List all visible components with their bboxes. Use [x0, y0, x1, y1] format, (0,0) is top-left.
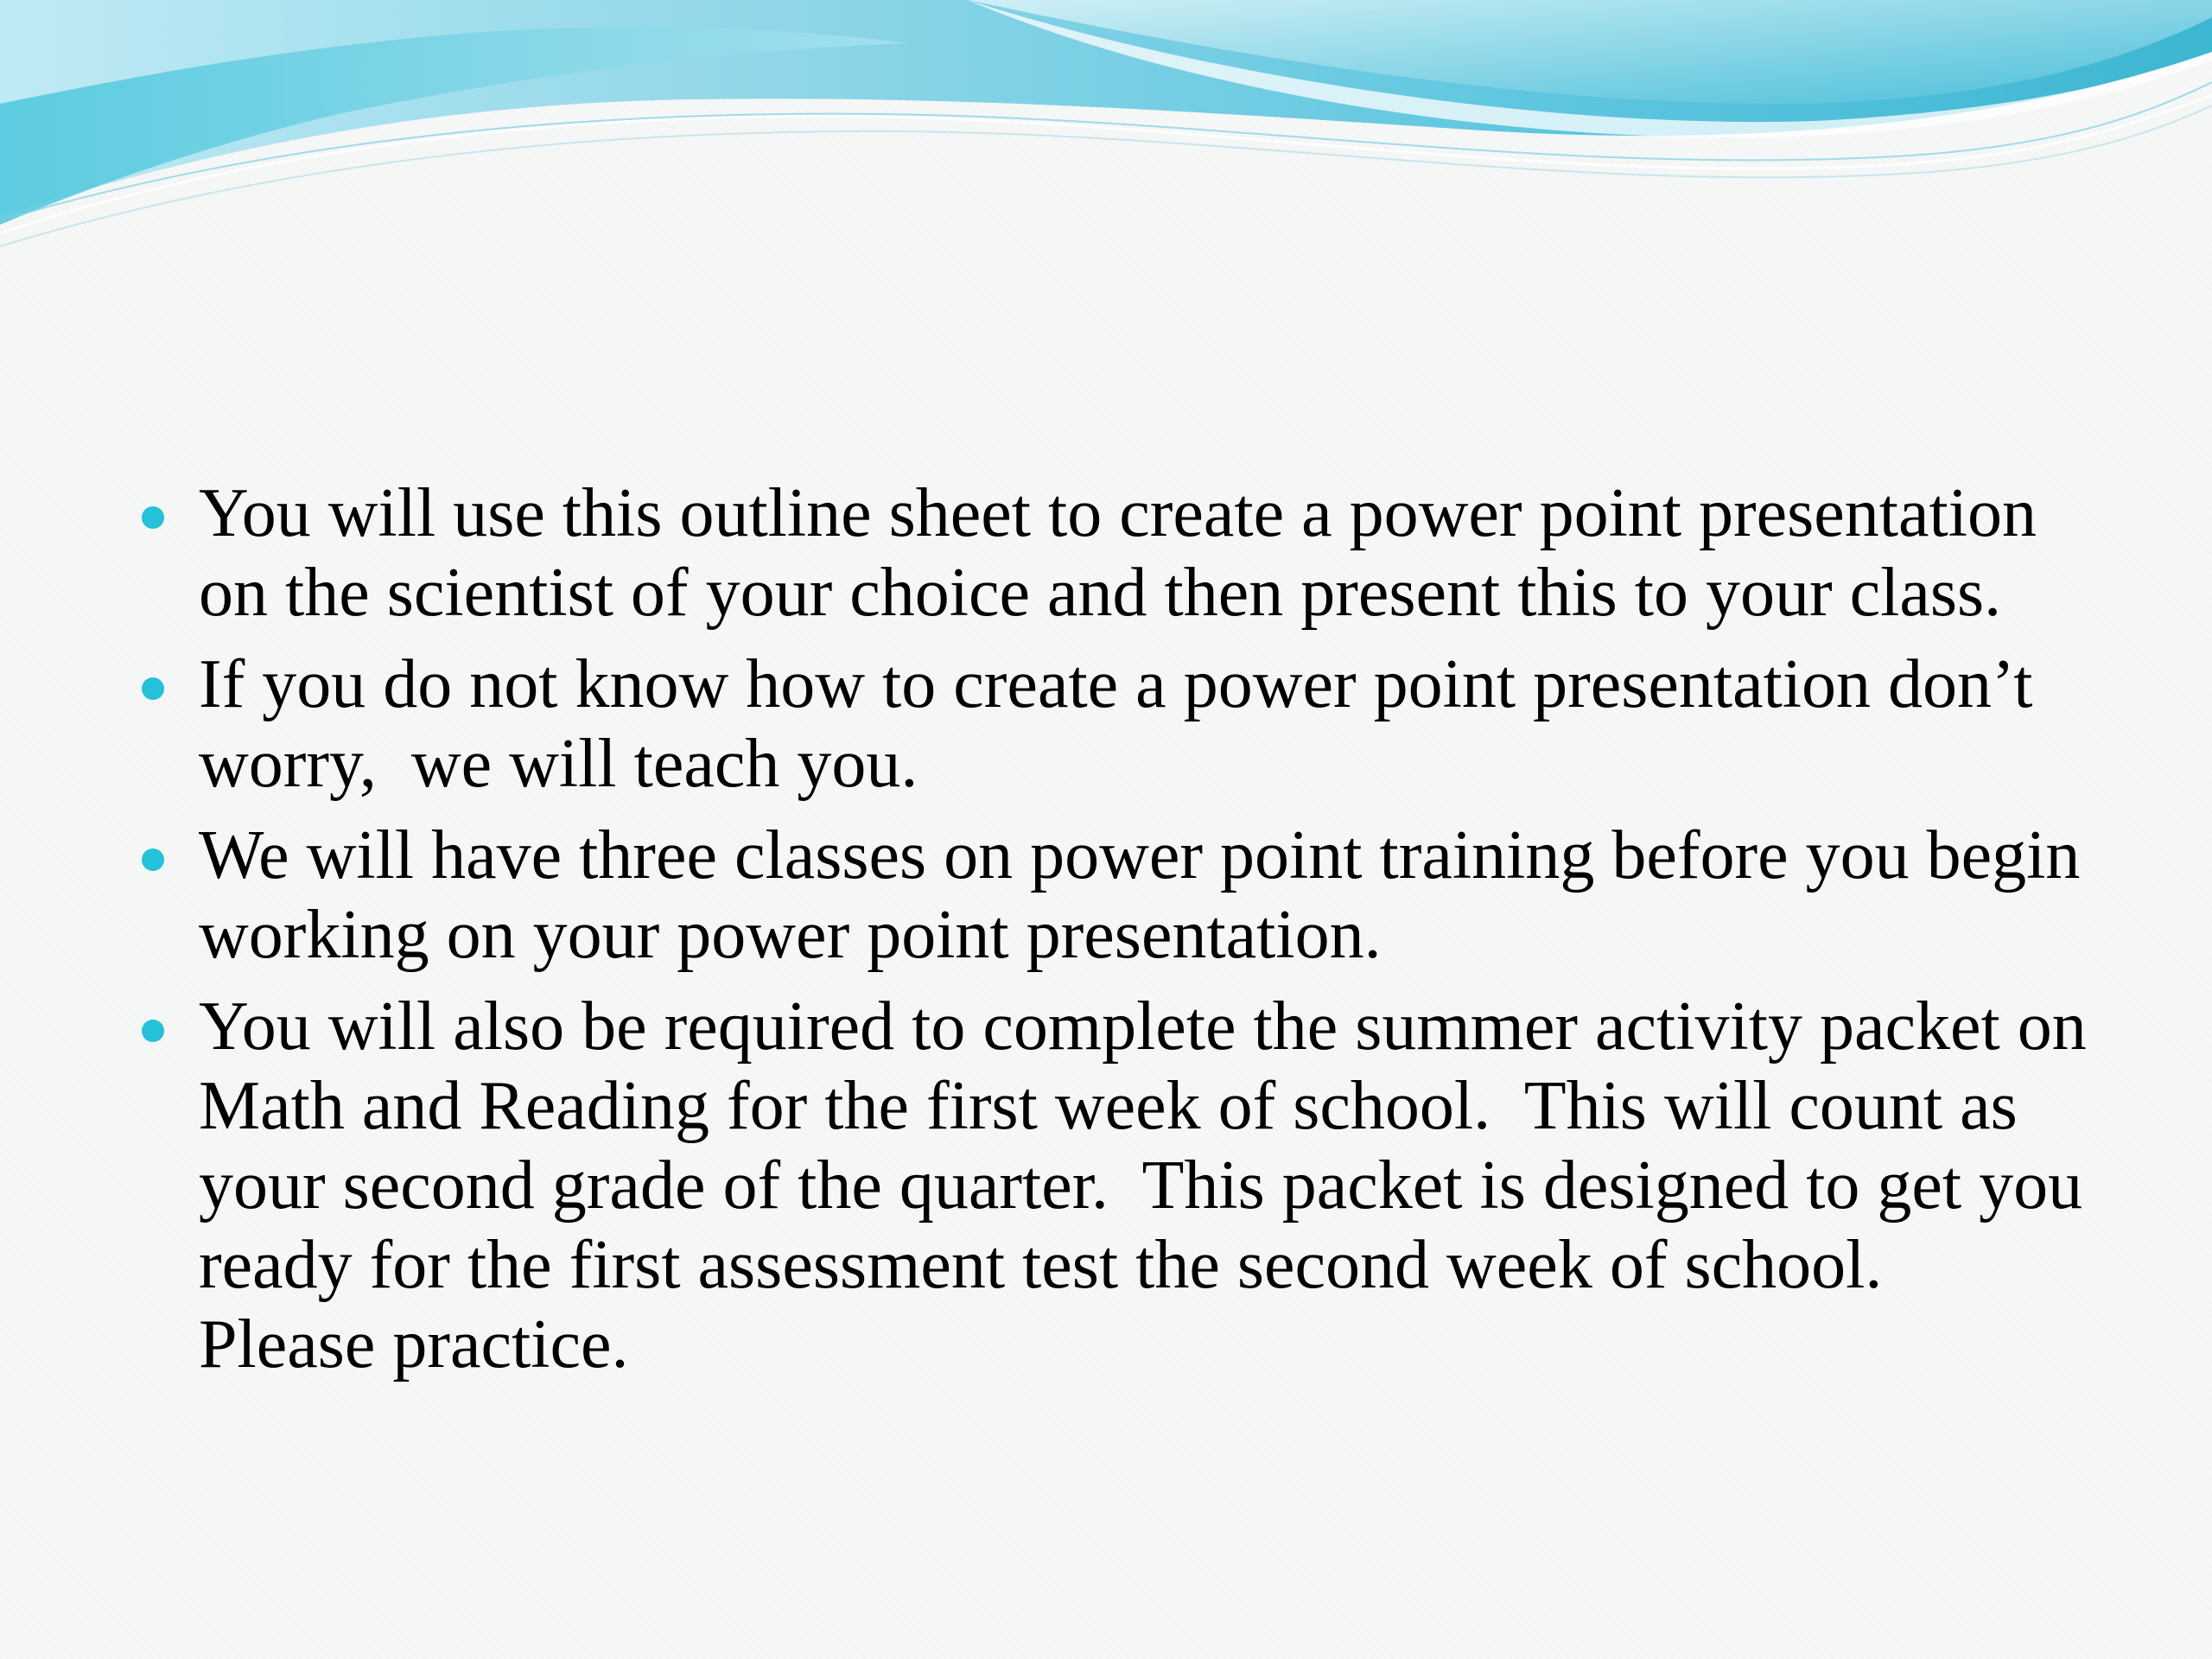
- bullet-list: [137, 474, 2104, 1384]
- bullet-text: If you do not know how to create a power point presentation don’t worry, we will teach you.: [199, 646, 2050, 802]
- slide-content: [137, 474, 2104, 1396]
- bullet-text: We will have three classes on power point training before you begin working on your power point presentation.: [199, 817, 2098, 973]
- bullet-text: You will use this outline sheet to create a power point presentation on the scientist of your choice and then present this to your class.: [199, 475, 2054, 631]
- bullet-text: You will also be required to complete the summer activity packet on Math and Reading for the first week of school. This will count as your second grade of the quarter. This packet is designed to get you ready for the first assessment test the second week of school. Please practice.: [199, 988, 2104, 1382]
- bullet-dot-icon: [142, 677, 164, 700]
- bullet-dot-icon: [142, 506, 164, 529]
- bullet-dot-icon: [142, 849, 164, 871]
- bullet-item: [137, 645, 2089, 804]
- decorative-wave-banner: [0, 0, 2212, 259]
- bullet-item: [137, 816, 2098, 975]
- bullet-item: [137, 474, 2089, 632]
- bullet-dot-icon: [142, 1020, 164, 1042]
- bullet-item: [137, 987, 2104, 1384]
